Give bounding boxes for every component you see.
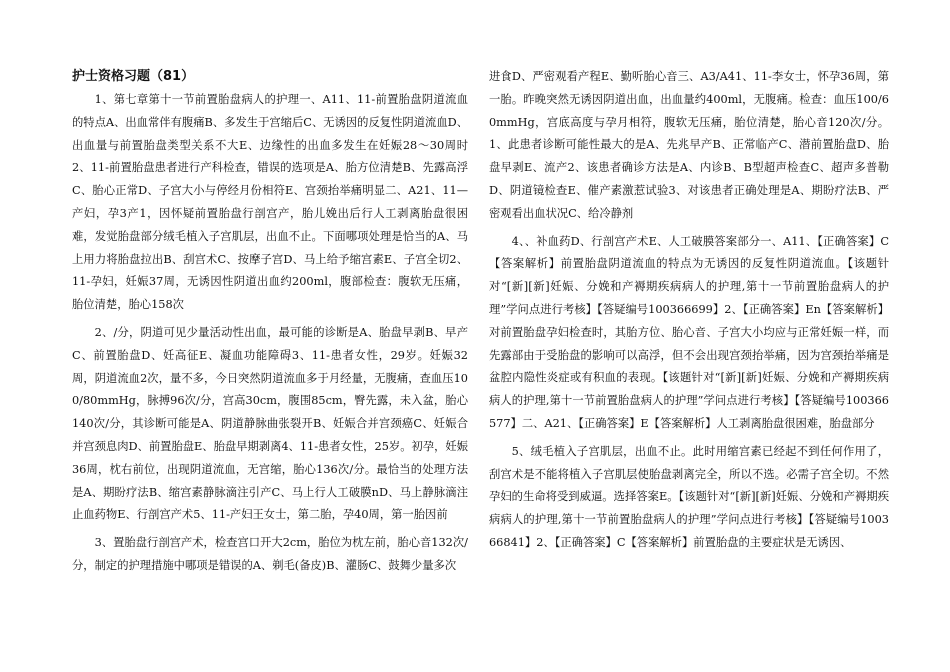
paragraph: 2、/分，阴道可见少量活动性出血，最可能的诊断是A、胎盘早剥B、早产C、前置胎盘D、妊高征E、凝血功能障碍3、11-患者女性，29岁。妊娠32周，阴道流血2次，量不多，今日突然阴道流血多于月经量，无腹痛，查血压100/80mmHg，脉搏96次/分，宫高30cm，腹围85cm，臀先露，未入盆，胎心140次/分，其诊断可能是A、阴道静脉曲张裂开B、妊娠合并宫颈癌C、妊娠合并宫颈息肉D、前置胎盘E、胎盘早期剥离4、11-患者女性，25岁。初孕，妊娠36周，枕右前位，出现阴道流血，无宫缩，胎心136次/分。最恰当的处理方法是A、期盼疗法B、缩宫素静脉滴注引产C、马上行人工破膜nD、马上静脉滴注止血药物E、行剖宫产术5、11-产妇王女士，第二胎，孕40周，第一胎因前: [72, 325, 468, 522]
paragraph: 5、绒毛植入子宫肌层，出血不止。此时用缩宫素已经起不到任何作用了，刮宫术是不能将植入子宫肌层使胎盘剥离完全，所以不选。必需子宫全切。不然孕妇的生命将受到威逼。选择答案E。【该题针对“[新][新]妊娠、分娩和产褥期疾病病人的护理,第十一节前置胎盘病人的护理”学问点进行考核】【答疑编号100366841】2、【正确答案】C【答案解析】前置胎盘的主要症状是无诱因、: [489, 444, 889, 549]
paragraph: 3、置胎盘行剖宫产术，检查宫口开大2cm，胎位为枕左前，胎心音132次/分，制定的护理措施中哪项是错误的A、剃毛(备皮)B、灌肠C、鼓舞少量多次: [72, 536, 468, 572]
paragraph: 进食D、严密观看产程E、勤听胎心音三、A3/A41、11-李女士，怀孕36周，第一胎。昨晚突然无诱因阴道出血，出血量约400ml，无腹痛。检查：血压100/60mmHg，宫底高度与孕月相符，腹软无压痛，胎位清楚，胎心音120次/分。1、此患者诊断可能性最大的是A、先兆早产B、正常临产C、潜前置胎盘D、胎盘早剥E、流产2、该患者确诊方法是A、内诊B、B型超声检查C、超声多普勒D、阴道镜检查E、催产素激惹试验3、对该患者正确处理是A、期盼疗法B、严密观看出血状况C、给冷静剂: [489, 70, 889, 220]
document-title: 护士资格习题（81）: [72, 69, 195, 84]
right-column: [489, 66, 889, 560]
paragraph: 4、、补血药D、行剖宫产术E、人工破膜答案部分一、A11、【正确答案】C【答案解析】前置胎盘阴道流血的特点为无诱因的反复性阴道流血。【该题针对“[新][新]妊娠、分娩和产褥期疾病病人的护理,第十一节前置胎盘病人的护理”学问点进行考核】【答疑编号100366699】2、【正确答案】En【答案解析】对前置胎盘孕妇检查时，其胎方位、胎心音、子宫大小均应与正常妊娠一样，而先露部由于受胎盘的影响可以高浮，但不会出现宫颈抬举痛，因为宫颈抬举痛是盆腔内隐性炎症或有积血的表现。【该题针对“[新][新]妊娠、分娩和产褥期疾病病人的护理,第十一节前置胎盘病人的护理”学问点进行考核】【答疑编号100366577】二、A21、【正确答案】E【答案解析】人工剥离胎盘很困难，胎盘部分: [489, 234, 889, 430]
left-column: [72, 66, 468, 583]
paragraph: 1、第七章第十一节前置胎盘病人的护理一、A11、11-前置胎盘阴道流血的特点A、出血常伴有腹痛B、多发生于宫缩后C、无诱因的反复性阴道流血D、出血量与前置胎盘类型关系不大E、边缘性的出血多发生在妊娠28～30周时 2、11-前置胎盘患者进行产科检查，错误的选项是A、胎方位清楚B、先露高浮C、胎心正常D、子宫大小与停经月份相符E、宫颈抬举痛明显二、A21、11—产妇，孕3产1，因怀疑前置胎盘行剖宫产，胎儿娩出后行人工剥离胎盘很困难，发觉胎盘部分绒毛植入子宫肌层，出血不止。下面哪项处理是恰当的A、马上用力将胎盘拉出B、刮宫术C、按摩子宫D、马上给予缩宫素E、子宫全切2、11-孕妇，妊娠37周，无诱因性阴道出血约200ml，腹部检查：腹软无压痛，胎位清楚，胎心158次: [72, 93, 468, 312]
